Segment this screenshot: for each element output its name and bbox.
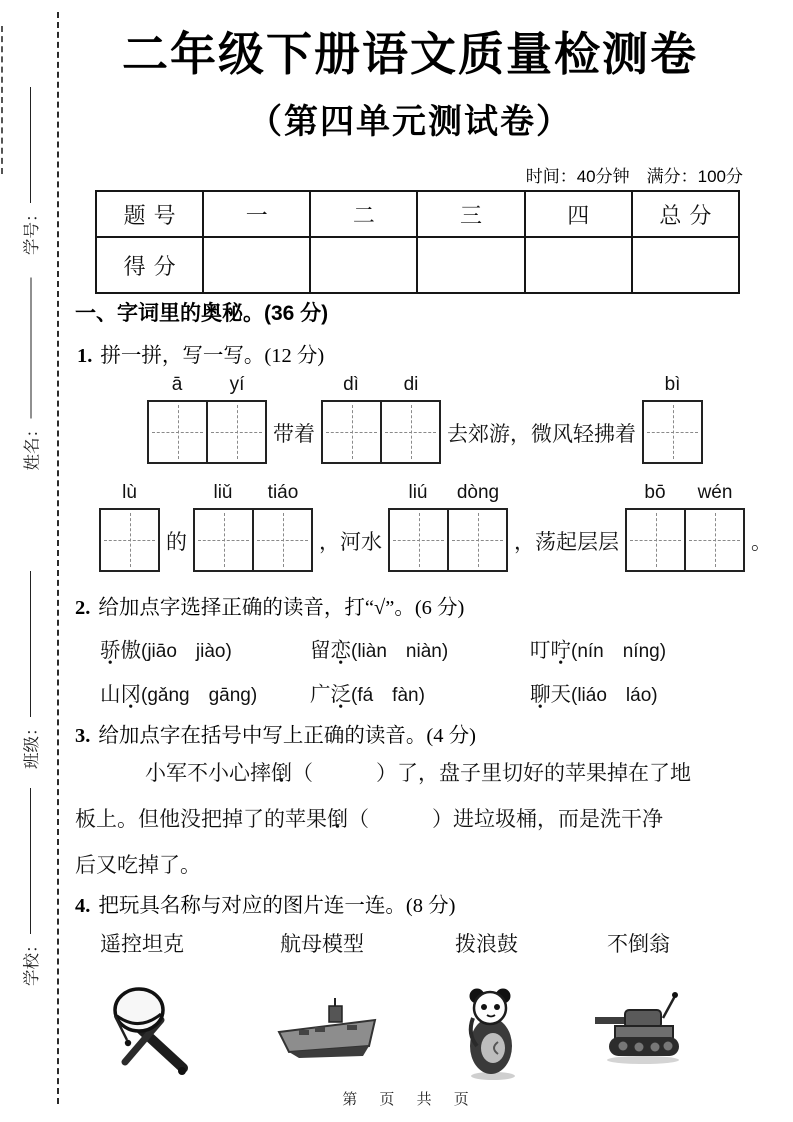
pinyin-syllable: tiáo [267,482,299,503]
question-4-number: 4. [75,895,91,917]
pinyin-write-unit [321,374,441,464]
dotted-character: 骄 [100,640,121,662]
tianzige-box [625,508,745,572]
sentence-fragment: 。 [751,530,772,554]
sidebar-field-school [19,786,41,986]
name-blank-line [30,278,32,419]
tianzige-cell [390,510,447,570]
score-label-cell: 得分 [96,237,203,293]
dotted-word-item [310,633,530,663]
score-table-header-cell: 题号 [96,191,203,237]
toy-image-aircraft-carrier [273,998,385,1069]
pinyin-options: (liàn niàn) [351,641,449,662]
tianzige-cell [206,402,265,462]
dotted-character: 恋 [330,640,351,662]
pinyin-syllable: ā [171,374,183,395]
sentence-fragment: 的 [166,530,187,554]
page-edge-dash-line [1,26,3,174]
toy-name: 拨浪鼓 [455,932,518,956]
pinyin-options: (jiāo jiào) [141,641,232,662]
score-table-wrap [95,190,740,294]
pinyin-options: (nín níng) [571,641,667,662]
toy-name: 不倒翁 [607,932,670,956]
dotted-character: 倒 • [271,750,292,796]
question-3-text: 给加点字在括号中写上正确的读音。(4 分) [98,725,476,747]
pinyin-write-unit [388,482,508,572]
word-part: 山 [100,684,121,706]
toy-name: 航母模型 [280,932,364,956]
pinyin-label [642,374,703,396]
pinyin-write-unit [625,482,745,572]
sidebar-field-name [20,276,42,471]
student-no-label: 学号： [23,205,41,255]
dotted-word-item [310,677,530,707]
pinyin-options: (liáo láo) [571,685,658,706]
sentence-fragment: ，荡起层层 [514,530,619,554]
pinyin-write-unit [147,374,267,464]
tianzige-box [321,400,441,464]
dotted-character: 倒 • [327,796,348,842]
pinyin-label [321,374,441,396]
word-part: 广 [310,684,331,706]
score-cell [632,237,739,293]
question-1-line-2 [99,482,778,572]
tianzige-box [388,508,508,572]
question-1-text: 拼一拼，写一写。(12 分) [100,345,325,367]
dotted-character: 泛 [330,684,351,706]
sidebar-field-class [19,569,41,769]
word-part: 天 [550,684,571,706]
pinyin-label [99,482,160,504]
dotted-word-item [100,633,310,663]
dotted-word-item [100,677,310,707]
pinyin-write-unit [99,482,160,572]
pinyin-syllable: liǔ [213,482,233,503]
passage-text: 小军不小心摔 [145,761,271,785]
sentence-fragment: 去郊游，微风轻拂着 [447,422,636,446]
school-blank-line [29,789,31,935]
tianzige-cell [149,402,206,462]
pinyin-options: (gǎng gāng) [141,685,258,706]
tianzige-cell [252,510,311,570]
class-label: 班级： [23,719,41,769]
dotted-word-item [530,633,666,663]
pinyin-syllable: wén [697,482,733,503]
dotted-character: 聊 [530,684,551,706]
question-3-number: 3. [75,725,91,747]
score-table-header-cell: 四 [525,191,632,237]
pinyin-write-unit [642,374,703,464]
question-2-text: 给加点字选择正确的读音，打“√”。(6 分) [98,597,465,619]
pinyin-syllable: di [403,374,419,395]
tianzige-box [147,400,267,464]
tianzige-box [193,508,313,572]
question-2-row-2 [100,677,658,707]
question-4-toy-names [75,928,745,958]
tianzige-cell [101,510,158,570]
tianzige-box [99,508,160,572]
score-cell [525,237,632,293]
passage-text: 板上。但他没把掉了的苹果 [75,807,327,831]
margin-fold-line [57,12,59,1104]
score-cell [310,237,417,293]
question-2-row-1 [100,633,666,663]
question-1-line-1 [147,374,703,464]
tianzige-box [642,400,703,464]
word-part: 傲 [120,640,141,662]
paper-subtitle: （第四单元测试卷） [248,103,572,141]
pinyin-options: (fá fàn) [351,685,425,706]
question-3-prompt [75,718,476,748]
toy-image-rattle-drum [103,982,195,1087]
toy-image-panda-tumbler [459,984,523,1087]
tianzige-cell [323,402,380,462]
word-part: 留 [310,640,331,662]
pinyin-syllable: dòng [456,482,500,503]
score-table-header-cell: 总分 [632,191,739,237]
passage-text-with-blank: （ ）了，盘子里切好的苹果掉在了地 [292,761,691,785]
question-4-prompt [75,888,455,918]
toy-image-tank [593,990,687,1071]
tianzige-cell [684,510,743,570]
passage-line [75,750,745,796]
student-no-blank-line [29,88,31,204]
score-cell [203,237,310,293]
tianzige-cell [447,510,506,570]
pinyin-syllable: dì [343,374,359,395]
school-label: 学校： [23,936,41,986]
dotted-character: 咛 [550,640,571,662]
pinyin-syllable: yí [229,374,245,395]
class-blank-line [29,572,31,718]
pinyin-label [147,374,267,396]
time-score-info: 时间：40分钟 满分：100分 [525,167,743,186]
toy-name: 遥控坦克 [100,932,184,956]
passage-line [75,842,745,888]
pinyin-syllable: lù [122,482,137,503]
pinyin-write-unit [193,482,313,572]
sentence-fragment: 带着 [273,422,315,446]
score-cell [417,237,524,293]
paper-content [75,0,772,1122]
pinyin-syllable: bì [664,374,681,395]
score-table [95,190,740,294]
pinyin-syllable: liú [408,482,428,503]
pinyin-syllable: bō [644,482,666,503]
sentence-fragment: ，河水 [319,530,382,554]
page-footer: 第 页 共 页 [342,1091,478,1108]
tianzige-cell [195,510,252,570]
pinyin-label [193,482,313,504]
paper-title: 二年级下册语文质量检测卷 [122,28,698,80]
dotted-character: 冈 [120,684,141,706]
dotted-word-item [530,677,658,707]
question-4-text: 把玩具名称与对应的图片连一连。(8 分) [98,895,456,917]
question-3-passage [75,750,745,888]
sidebar-field-student-no [19,85,41,255]
question-1-number: 1. [77,345,93,367]
tianzige-cell [644,402,701,462]
question-1-prompt [77,338,324,368]
passage-text: 后又吃掉了。 [75,853,201,877]
word-part: 叮 [530,640,551,662]
pinyin-label [625,482,745,504]
tianzige-cell [380,402,439,462]
question-4-toy-images [75,980,745,1082]
score-table-header-cell: 三 [417,191,524,237]
score-table-header-cell: 二 [310,191,417,237]
question-2-number: 2. [75,597,91,619]
question-2-prompt [75,590,464,620]
score-table-header-cell: 一 [203,191,310,237]
section-1-heading: 一、字词里的奥秘。(36 分) [75,302,329,325]
tianzige-cell [627,510,684,570]
passage-line [75,796,745,842]
pinyin-label [388,482,508,504]
name-label: 姓名： [23,421,42,471]
passage-text-with-blank: （ ）进垃圾桶，而是洗干净 [348,807,663,831]
